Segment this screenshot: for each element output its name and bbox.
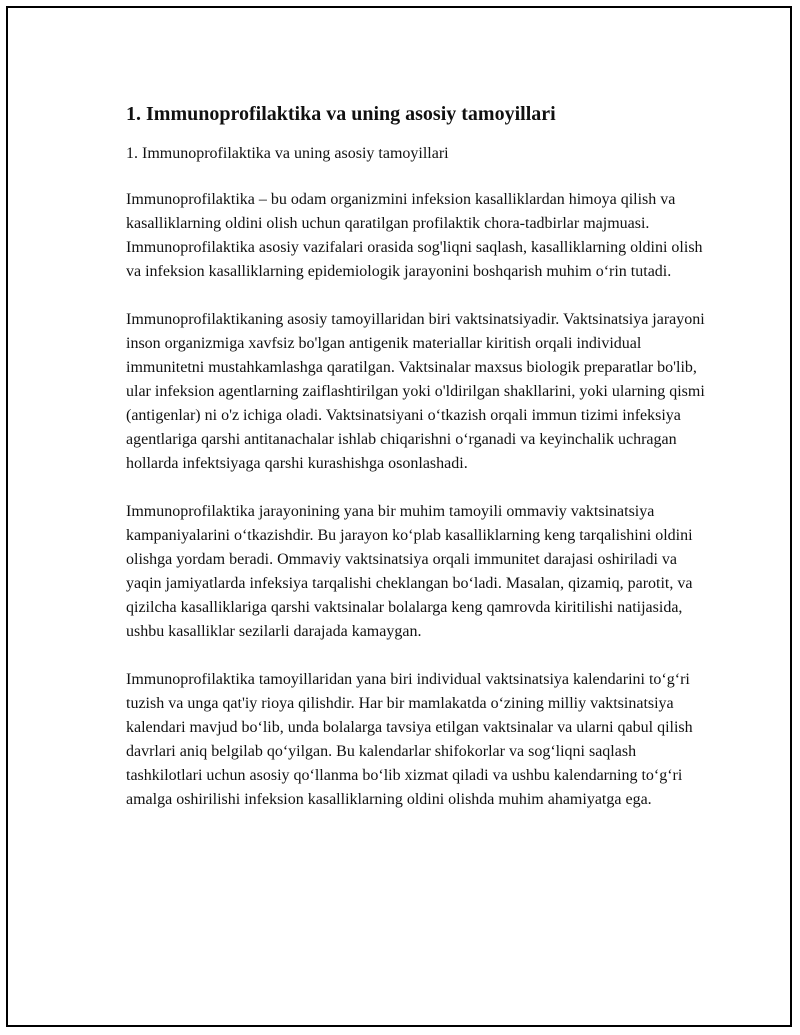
paragraph-2: Immunoprofilaktikaning asosiy tamoyillaridan biri vaktsinatsiyadir. Vaktsinatsiya jarayoni inson organizmiga xavfsiz bo'lgan antigenik materiallar kiritish orqali individual immunitetni mustahkamlashga qaratilgan. Vaktsinalar maxsus biologik preparatlar bo'lib, ular infeksion agentlarning zaiflashtirilgan yoki o'ldirilgan shakllarini, yoki ularning qismi (antigenlar) ni o'z ichiga oladi. Vaktsinatsiyani o‘tkazish orqali immun tizimi infeksiya agentlariga qarshi antitanachalar ishlab chiqarishni o‘rganadi va keyinchalik uchragan hollarda infektsiyaga qarshi kurashishga osonlashadi. (126, 311, 705, 472)
paragraph-3: Immunoprofilaktika jarayonining yana bir muhim tamoyili ommaviy vaktsinatsiya kampaniyalarini o‘tkazishdir. Bu jarayon ko‘plab kasalliklarning keng tarqalishini oldini olishga yordam beradi. Ommaviy vaktsinatsiya orqali immunitet darajasi oshiriladi va yaqin jamiyatlarda infeksiya tarqalishi cheklangan bo‘ladi. Masalan, qizamiq, parotit, va qizilcha kasalliklariga qarshi vaktsinalar bolalarga keng qamrovda kiritilishi natijasida, ushbu kasalliklar sezilarli darajada kamaygan. (126, 503, 693, 640)
section-subheading: 1. Immunoprofilaktika va uning asosiy tamoyillari (126, 145, 449, 162)
document-body (126, 100, 706, 836)
paragraph-1: Immunoprofilaktika – bu odam organizmini infeksion kasalliklardan himoya qilish va kasalliklarning oldini olish uchun qaratilgan profilaktik chora-tadbirlar majmuasi. Immunoprofilaktika asosiy vazifalari orasida sog'liqni saqlash, kasalliklarning oldini olish va infeksion kasalliklarning epidemiologik jarayonini boshqarish muhim o‘rin tutadi. (126, 191, 703, 280)
document-heading: 1. Immunoprofilaktika va uning asosiy tamoyillari (126, 103, 556, 125)
page-frame (6, 6, 792, 1027)
paragraph-4: Immunoprofilaktika tamoyillaridan yana biri individual vaktsinatsiya kalendarini to‘g‘ri tuzish va unga qat'iy rioya qilishdir. Har bir mamlakatda o‘zining milliy vaktsinatsiya kalendari mavjud bo‘lib, unda bolalarga tavsiya etilgan vaktsinalar va ularni qabul qilish davrlari aniq belgilab qo‘yilgan. Bu kalendarlar shifokorlar va sog‘liqni saqlash tashkilotlari uchun asosiy qo‘llanma bo‘lib xizmat qiladi va ushbu kalendarning to‘g‘ri amalga oshirilishi infeksion kasalliklarning oldini olishda muhim ahamiyatga ega. (126, 671, 693, 808)
